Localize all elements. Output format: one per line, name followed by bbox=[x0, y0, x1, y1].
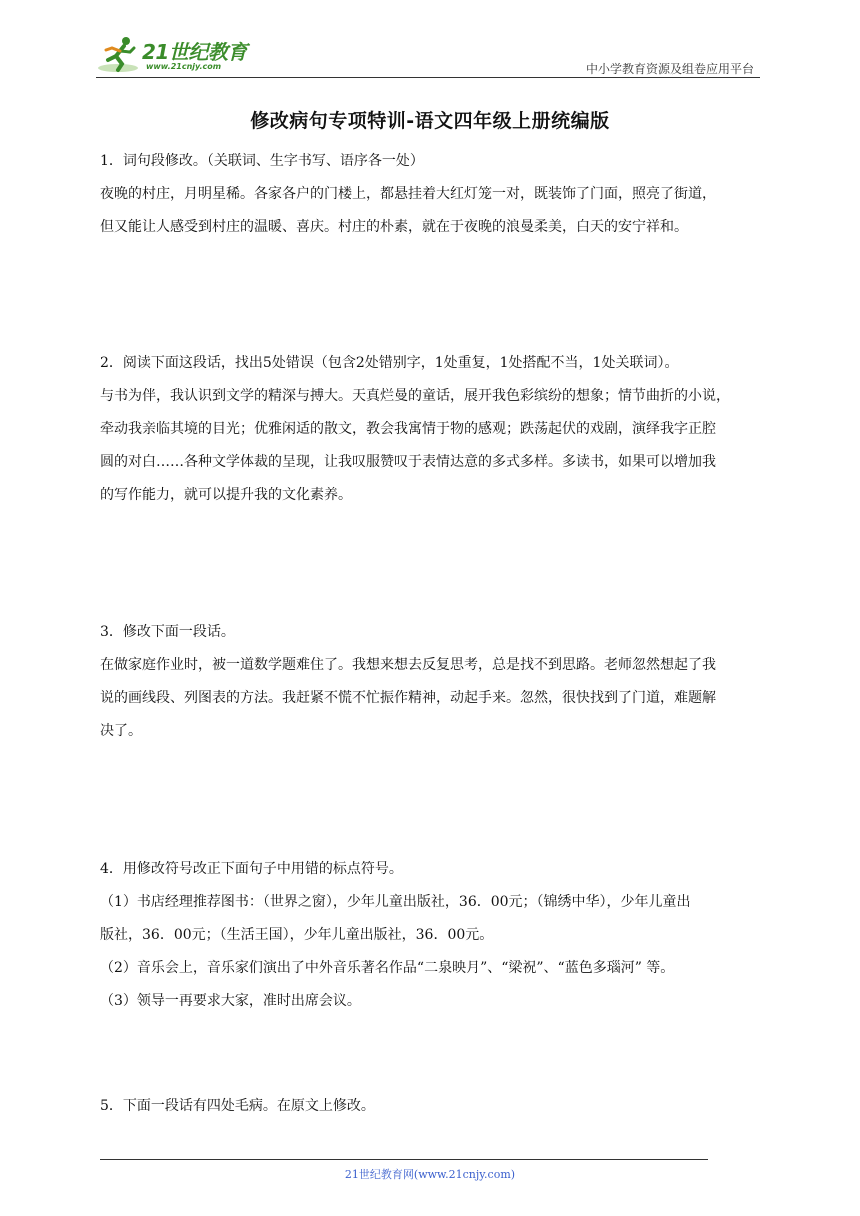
question-line: （1）书店经理推荐图书：（世界之窗），少年儿童出版社，36．00元；（锦绣中华），少年儿童出 bbox=[100, 894, 691, 910]
question-head: 1．词句段修改。（关联词、生字书写、语序各一处） bbox=[100, 153, 424, 169]
question-line: 版社，36．00元；（生活王国），少年儿童出版社，36．00元。 bbox=[100, 927, 494, 943]
question-line: 牵动我亲临其境的目光；优雅闲适的散文，教会我寓情于物的感观；跌荡起伏的戏剧，演绎我字正腔 bbox=[100, 421, 716, 437]
question-5 bbox=[100, 1090, 764, 1123]
platform-name: 中小学教育资源及组卷应用平台 bbox=[585, 62, 754, 76]
question-2 bbox=[100, 347, 764, 512]
runner-logo-icon bbox=[96, 34, 142, 74]
question-head: 5．下面一段话有四处毛病。在原文上修改。 bbox=[100, 1098, 375, 1114]
question-line: 说的画线段、列图表的方法。我赶紧不慌不忙振作精神，动起手来。忽然，很快找到了门道，难题解 bbox=[100, 690, 716, 706]
question-1 bbox=[100, 145, 764, 244]
question-head: 4．用修改符号改正下面句子中用错的标点符号。 bbox=[100, 861, 403, 877]
question-head: 2．阅读下面这段话，找出5处错误（包含2处错别字，1处重复，1处搭配不当，1处关联词）。 bbox=[100, 355, 679, 371]
question-line: 的写作能力，就可以提升我的文化素养。 bbox=[100, 487, 352, 503]
question-line: 圆的对白……各种文学体裁的呈现，让我叹服赞叹于表情达意的多式多样。多读书，如果可以增加我 bbox=[100, 454, 716, 470]
question-line: （2）音乐会上，音乐家们演出了中外音乐著名作品“二泉映月”、“梁祝”、“蓝色多瑙河” 等。 bbox=[100, 960, 675, 976]
logo bbox=[96, 34, 256, 74]
question-line: 在做家庭作业时，被一道数学题难住了。我想来想去反复思考，总是找不到思路。老师忽然想起了我 bbox=[100, 657, 716, 673]
question-4 bbox=[100, 853, 764, 1018]
question-line: 与书为伴，我认识到文学的精深与搏大。天真烂曼的童话，展开我色彩缤纷的想象；情节曲折的小说， bbox=[100, 388, 730, 404]
question-head: 3．修改下面一段话。 bbox=[100, 624, 235, 640]
header-divider bbox=[96, 77, 760, 78]
footer-link[interactable]: 21世纪教育网(www.21cnjy.com) bbox=[344, 1168, 516, 1181]
question-line: （3）领导一再要求大家，准时出席会议。 bbox=[100, 993, 361, 1009]
page-header bbox=[96, 30, 760, 80]
question-line: 但又能让人感受到村庄的温暖、喜庆。村庄的朴素，就在于夜晚的浪曼柔美，白天的安宁祥和。 bbox=[100, 219, 688, 235]
logo-url: www.21cnjy.com bbox=[146, 62, 222, 71]
logo-text: 21世纪教育 bbox=[142, 40, 247, 64]
footer-divider bbox=[100, 1159, 708, 1160]
question-line: 夜晚的村庄，月明星稀。各家各户的门楼上，都悬挂着大红灯笼一对，既装饰了门面，照亮了街道， bbox=[100, 186, 716, 202]
question-line: 决了。 bbox=[100, 723, 142, 739]
document-title: 修改病句专项特训-语文四年级上册统编版 bbox=[250, 110, 610, 132]
question-3 bbox=[100, 616, 764, 748]
